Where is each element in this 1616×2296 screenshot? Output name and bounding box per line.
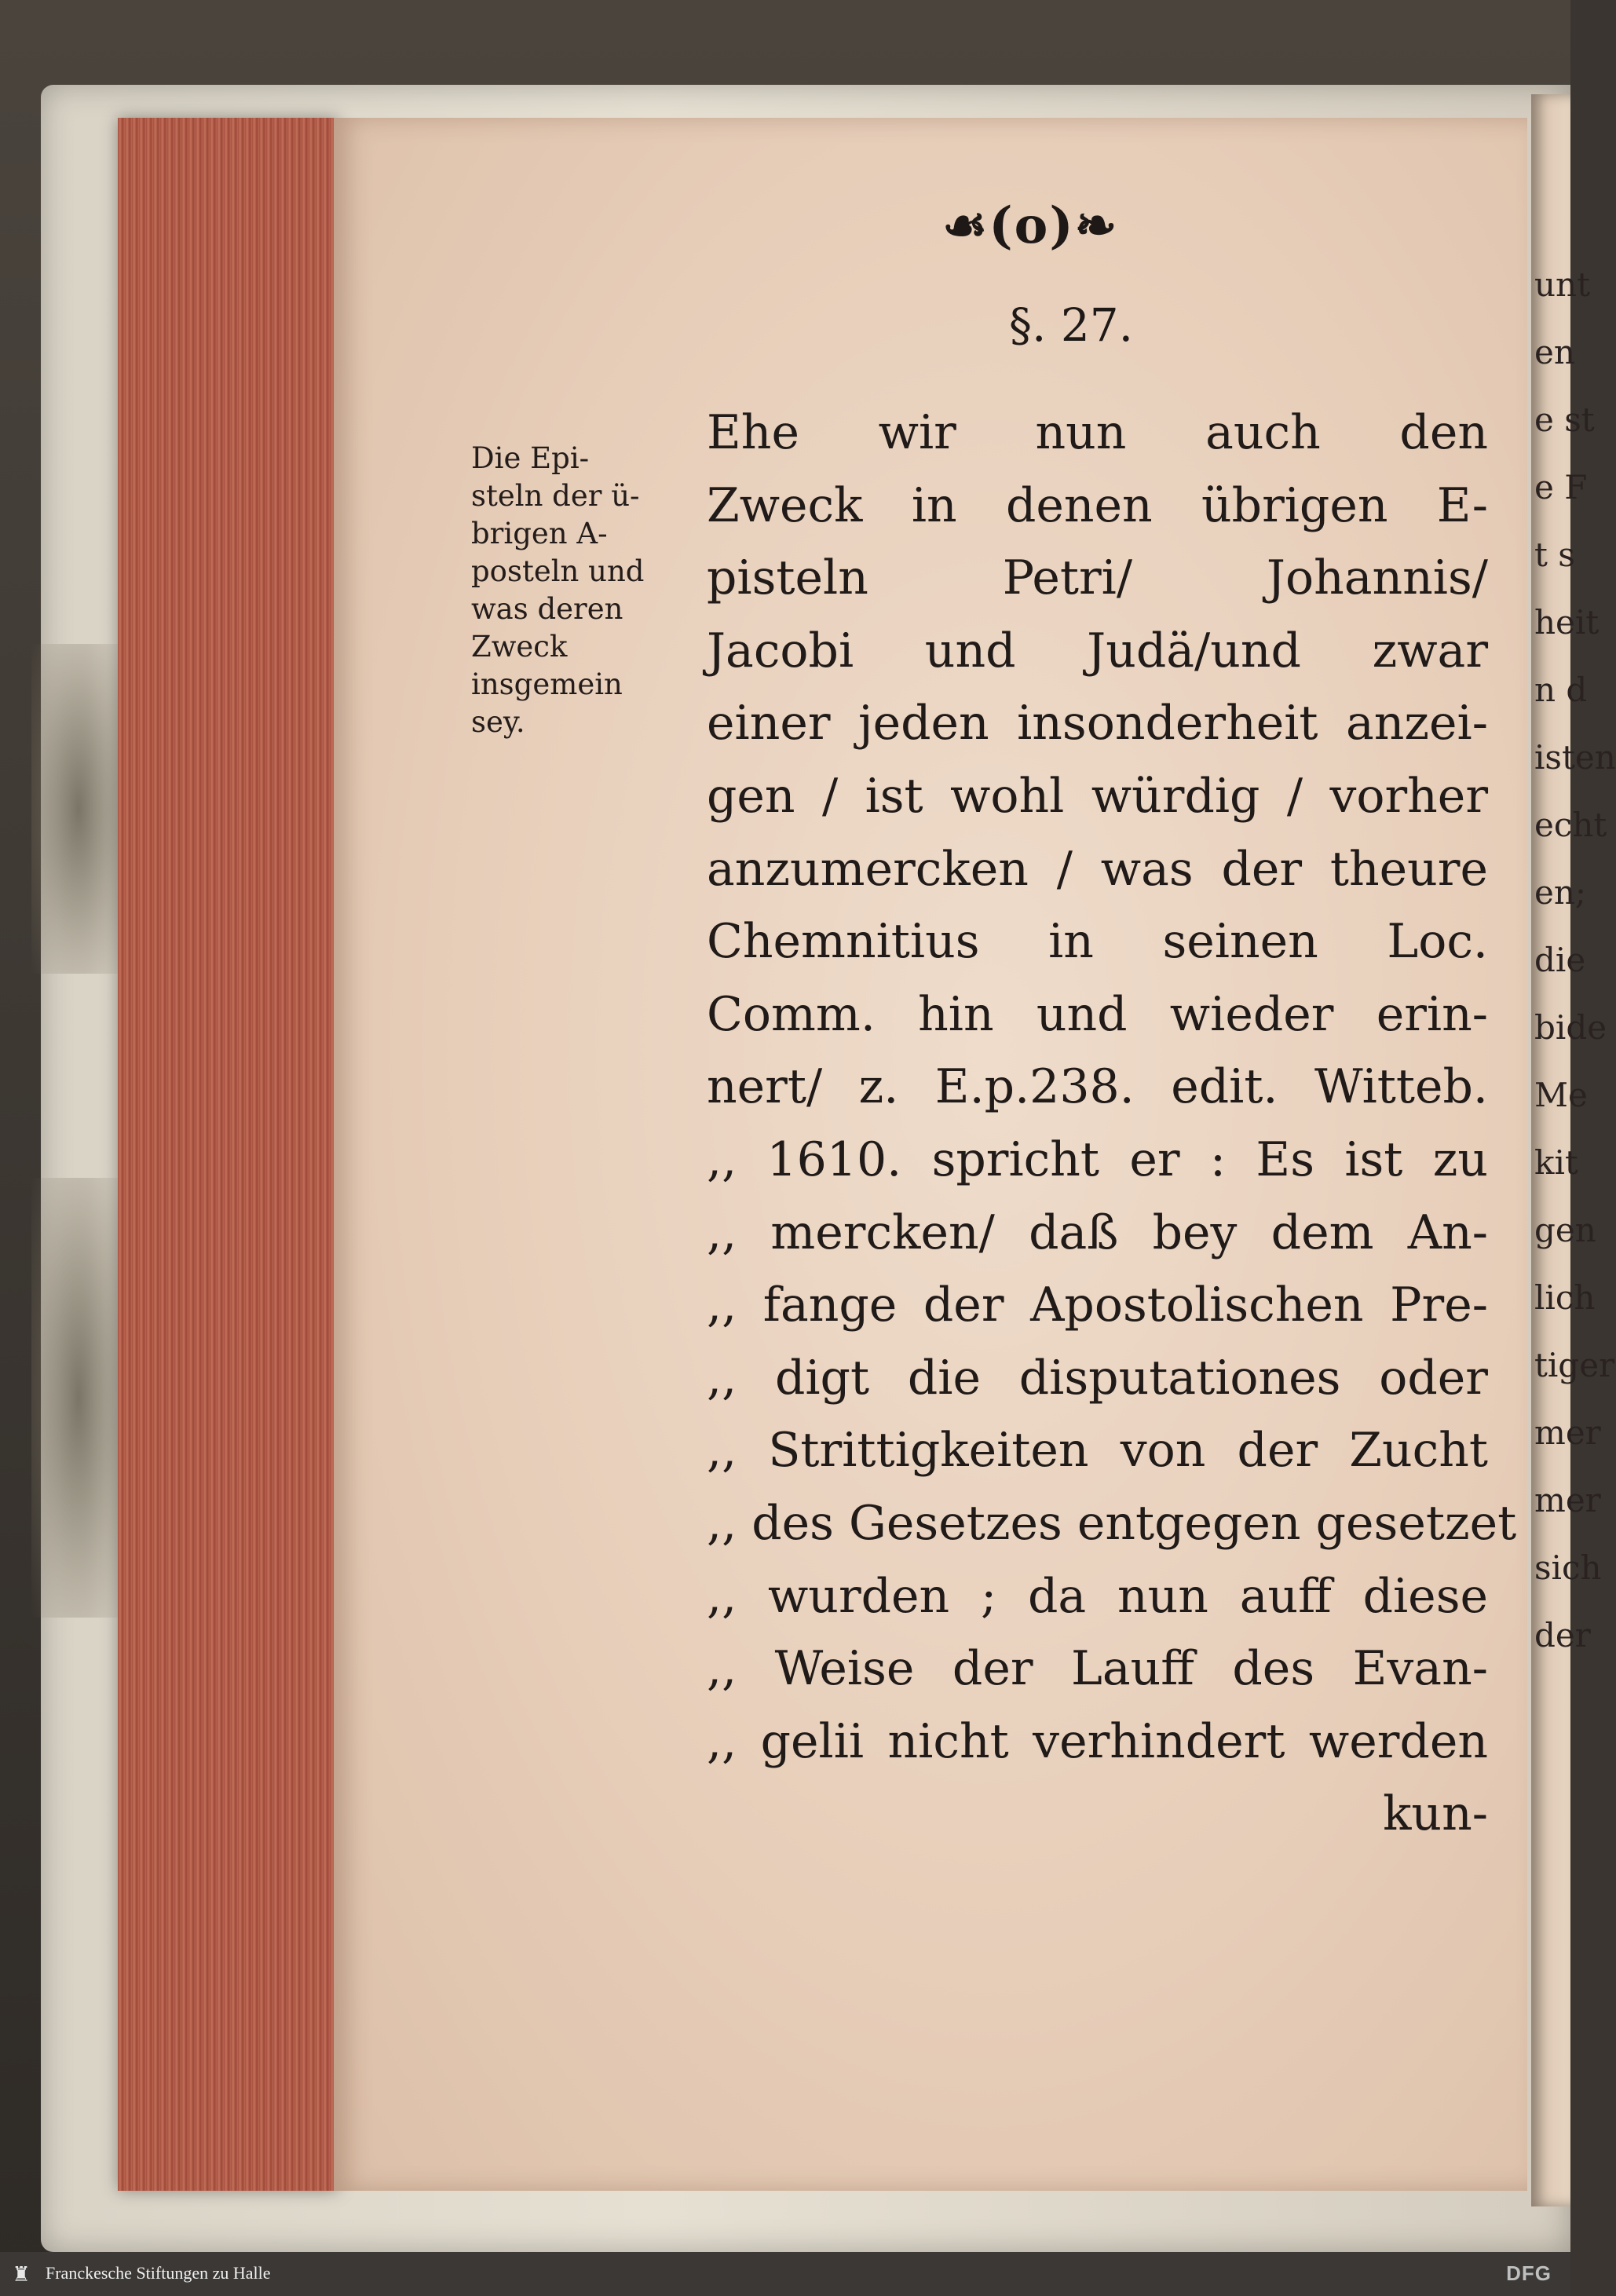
margin-note-line: insgemein bbox=[471, 667, 623, 701]
body-line: ,, des Gesetzes entgegen gesetzet bbox=[707, 1495, 1517, 1551]
dfg-logo[interactable]: DFG bbox=[1506, 2261, 1552, 2285]
body-text bbox=[707, 397, 1517, 1851]
body-line: Chemnitius in seinen Loc. bbox=[707, 914, 1488, 970]
margin-note-line: brigen A- bbox=[471, 517, 608, 550]
viewer-footer bbox=[0, 2252, 1570, 2296]
facing-page-fragment: echt bbox=[1534, 806, 1607, 844]
body-line: Comm. hin und wieder erin- bbox=[707, 986, 1488, 1042]
facing-page-fragment: sich bbox=[1534, 1548, 1602, 1587]
facing-page-fragment: der bbox=[1534, 1616, 1591, 1654]
section-heading: §. 27. bbox=[1009, 298, 1134, 352]
margin-note-line: posteln und bbox=[471, 554, 645, 588]
margin-note-line: Zweck bbox=[471, 630, 568, 664]
body-line: Ehe wir nun auch den bbox=[707, 405, 1488, 460]
margin-note-line: sey. bbox=[471, 705, 525, 739]
body-line: ,, digt die disputationes oder bbox=[707, 1350, 1488, 1406]
catchword: kun- bbox=[1383, 1786, 1488, 1842]
facing-page-fragment: die bbox=[1534, 941, 1586, 979]
footer-credit[interactable]: Franckesche Stiftungen zu Halle bbox=[46, 2263, 271, 2283]
body-line: anzumercken / was der theure bbox=[707, 841, 1488, 897]
binding-stain bbox=[31, 1178, 126, 1618]
body-line: pisteln Petri/ Johannis/ bbox=[707, 550, 1488, 606]
facing-page bbox=[1531, 94, 1616, 2206]
margin-note-line: steln der ü- bbox=[471, 479, 640, 513]
body-line: ,, Weise der Lauff des Evan- bbox=[707, 1641, 1488, 1697]
facing-page-fragment: mer bbox=[1534, 1413, 1601, 1452]
body-line: ,, 1610. spricht er : Es ist zu bbox=[707, 1132, 1488, 1187]
facing-page-fragment: gen bbox=[1534, 1211, 1596, 1249]
margin-note-line: Die Epi- bbox=[471, 441, 590, 475]
facing-page-fragment: lich bbox=[1534, 1278, 1596, 1317]
facing-page-fragment: n d bbox=[1534, 671, 1588, 709]
facing-page-fragment: mer bbox=[1534, 1481, 1601, 1519]
body-line: ,, fange der Apostolischen Pre- bbox=[707, 1278, 1488, 1333]
body-line: einer jeden insonderheit anzei- bbox=[707, 696, 1488, 751]
facing-page-fragment: e F bbox=[1534, 468, 1588, 506]
body-line: Zweck in denen übrigen E- bbox=[707, 477, 1488, 533]
facing-page-fragment: heit bbox=[1534, 603, 1600, 642]
facing-page-fragment: t s bbox=[1534, 536, 1575, 574]
body-line: nert/ z. E.p.238. edit. Witteb. bbox=[707, 1059, 1488, 1115]
facing-page-fragment: kit bbox=[1534, 1143, 1578, 1182]
page-edges bbox=[118, 118, 338, 2191]
facing-page-fragment: e st bbox=[1534, 400, 1595, 439]
body-line: ,, Strittigkeiten von der Zucht bbox=[707, 1423, 1488, 1479]
margin-note-line: was deren bbox=[471, 592, 623, 626]
binding-stain bbox=[31, 644, 126, 974]
body-line: ,, mercken/ daß bey dem An- bbox=[707, 1205, 1488, 1260]
header-ornament: ☙(o)❧ bbox=[942, 196, 1119, 255]
body-line: ,, gelii nicht verhindert werden bbox=[707, 1713, 1488, 1769]
facing-page-fragment: en bbox=[1534, 333, 1575, 371]
facing-page-fragment: Me bbox=[1534, 1076, 1588, 1114]
facing-page-fragment: isten bbox=[1534, 738, 1616, 777]
body-line: gen / ist wohl würdig / vorher bbox=[707, 768, 1488, 824]
facing-page-fragment: en; bbox=[1534, 873, 1587, 912]
margin-note bbox=[471, 440, 691, 741]
facing-page-fragment: tiger bbox=[1534, 1346, 1615, 1384]
facing-page-fragment: unt bbox=[1534, 265, 1590, 304]
body-line: ,, wurden ; da nun auff diese bbox=[707, 1568, 1488, 1624]
institution-logo-icon[interactable]: ♜ bbox=[12, 2263, 31, 2287]
facing-page-fragment: bide bbox=[1534, 1008, 1607, 1047]
body-line: Jacobi und Judä/und zwar bbox=[707, 623, 1488, 678]
